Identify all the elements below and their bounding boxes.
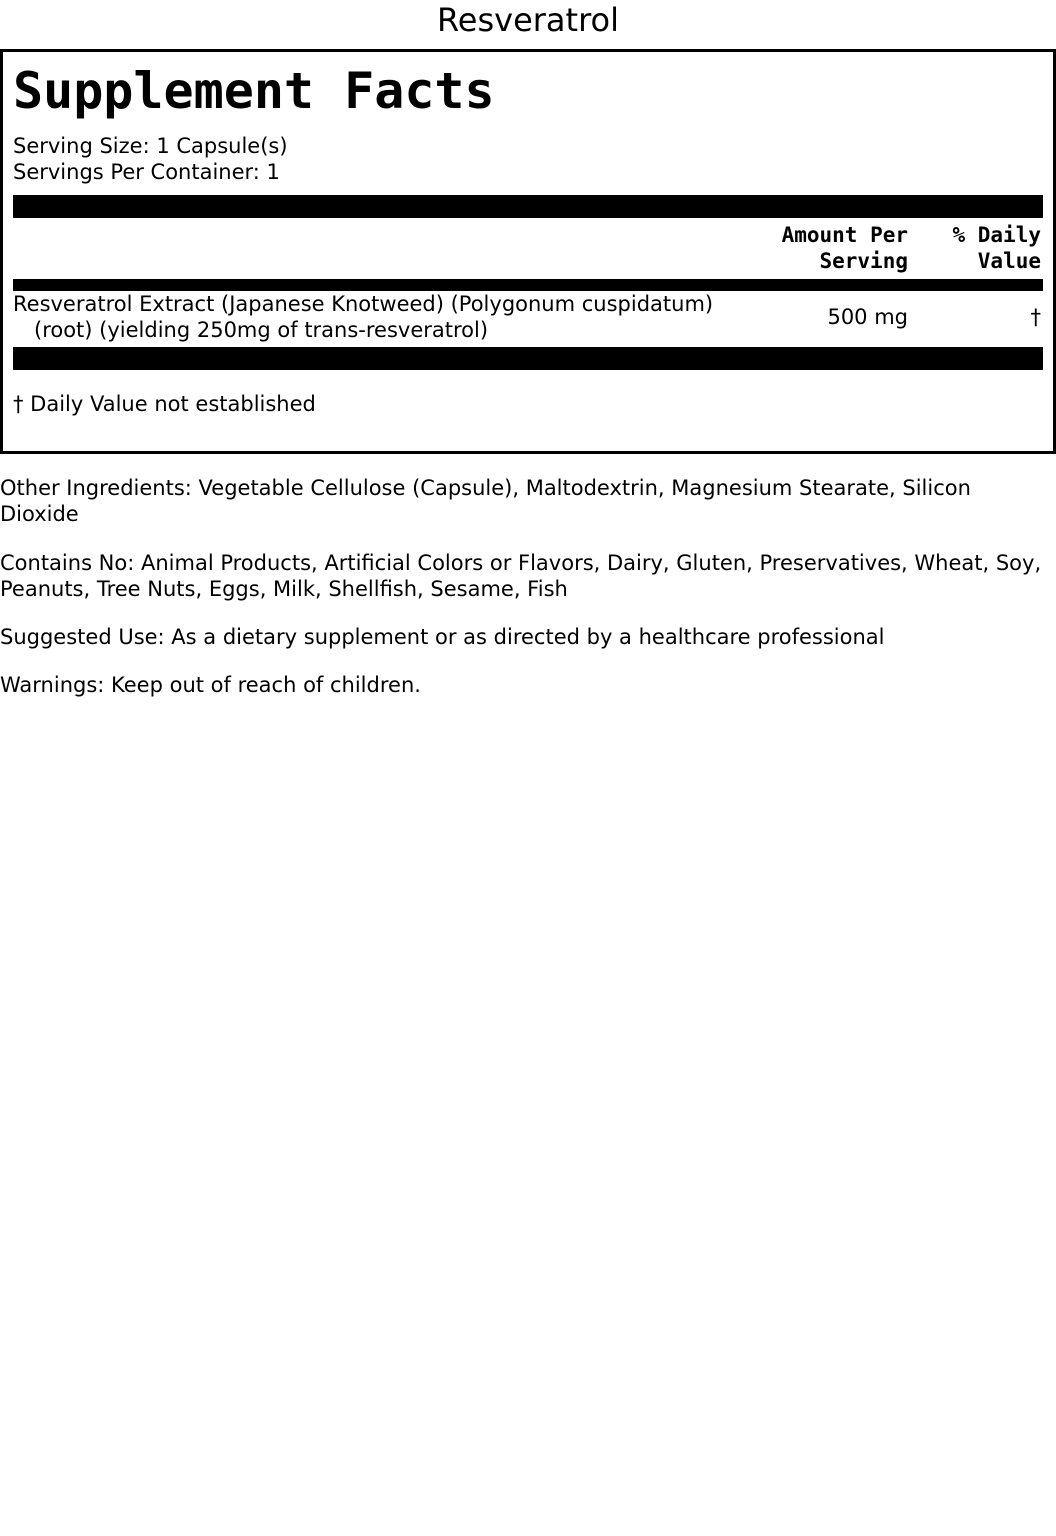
medium-divider: [13, 279, 1043, 291]
suggested-use: Suggested Use: As a dietary supplement or as directed by a healthcare professional: [0, 625, 885, 649]
thick-divider-top: [13, 195, 1043, 218]
amount-per-serving-header: Amount Per Serving: [781, 223, 908, 273]
daily-value-footnote: † Daily Value not established: [13, 392, 316, 416]
ingredient-daily-value: †: [1030, 305, 1041, 329]
daily-value-header: % Daily Value: [952, 223, 1041, 273]
warnings: Warnings: Keep out of reach of children.: [0, 673, 421, 697]
servings-per-container: Servings Per Container: 1: [13, 160, 280, 184]
ingredient-name: Resveratrol Extract (Japanese Knotweed) (Polygonum cuspidatum)(root) (yielding 250mg of trans-resveratrol): [13, 292, 714, 342]
supplement-facts-heading: Supplement Facts: [13, 62, 495, 120]
product-title: Resveratrol: [436, 1, 619, 39]
serving-size: Serving Size: 1 Capsule(s): [13, 134, 288, 158]
ingredient-amount: 500 mg: [827, 305, 908, 329]
supplement-facts-panel: [0, 49, 1056, 454]
other-ingredients: Other Ingredients: Vegetable Cellulose (Capsule), Maltodextrin, Magnesium Stearate, Silicon Dioxide: [0, 476, 971, 526]
contains-no: Contains No: Animal Products, Artificial Colors or Flavors, Dairy, Gluten, Preservatives, Wheat, Soy, Peanuts, Tree Nuts, Eggs, Milk, Shellfish, Sesame, Fish: [0, 551, 1042, 601]
thick-divider-bottom: [13, 347, 1043, 370]
